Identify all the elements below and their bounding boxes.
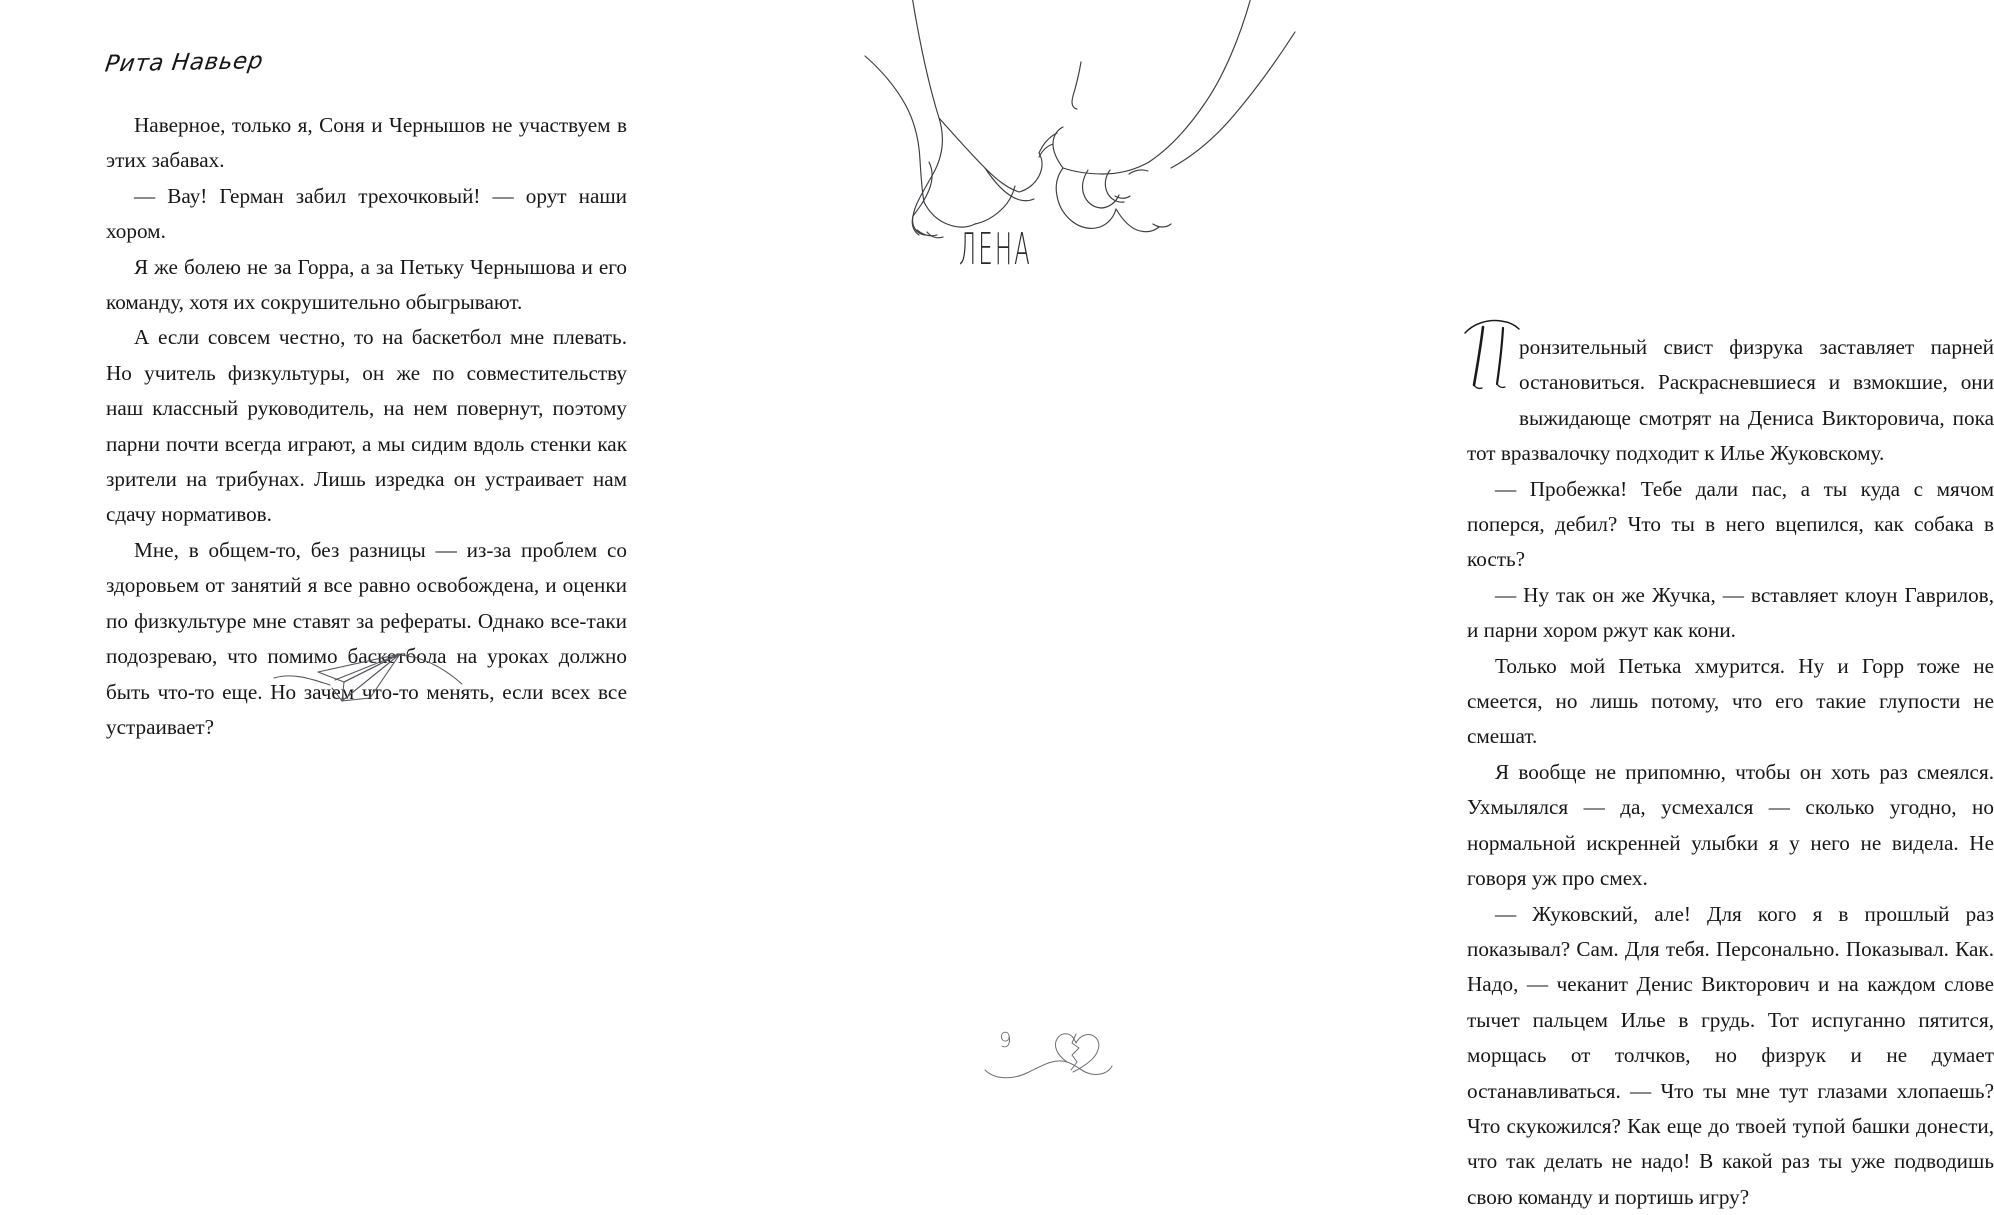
right-page	[697, 0, 1394, 1125]
paragraph: Я вообще не припомню, чтобы он хоть раз смеялся. Ухмылялся — да, усмехался — сколько угодно, но нормальной искренней улыбки я у него не видела. Не говоря уж про смех.	[1467, 755, 1994, 897]
paragraph: Наверное, только я, Соня и Чернышов не участвуем в этих забавах.	[106, 108, 627, 179]
paragraph: — Пробежка! Тебе дали пас, а ты куда с мячом поперся, дебил? Что ты в него вцепился, как собака в кость?	[1467, 472, 1994, 578]
paragraph: А если совсем честно, то на баскетбол мне плевать. Но учитель физкультуры, он же по совместительству наш классный руководитель, на нем повернут, поэтому парни почти всегда играют, а мы сидим вдоль стенки как зрители на трибунах. Лишь изредка он устраивает нам сдачу нормативов.	[106, 320, 627, 532]
drop-cap-paragraph-text: ронзительный свист физрука заставляет парней остановиться. Раскрасневшиеся и взмокшие, они выжидающе смотрят на Дениса Викторовича, пока тот вразвалочку подходит к Илье Жуковскому.	[1467, 335, 1994, 465]
paragraph: — Вау! Герман забил трехочковый! — орут наши хором.	[106, 179, 627, 250]
paragraph: — Жуковский, але! Для кого я в прошлый раз показывал? Сам. Для тебя. Персонально. Показывал. Как. Надо, — чеканит Денис Викторович и на каждом слове тычет пальцем Илье в грудь. Тот испуганно пятится, морщась от толчков, но физрук и не думает останавливаться. — Что ты мне тут глазами хлопаешь? Что скукожился? Как еще до твоей тупой башки донести, что так делать не надо! В какой раз ты уже подводишь свою команду и портишь игру?	[1467, 897, 1994, 1215]
running-head: Рита Навьер	[103, 41, 628, 78]
right-page-body	[1467, 330, 1994, 1215]
linked-pinky-hands-illustration-icon	[867, 0, 1297, 294]
paragraph: Только мой Петька хмурится. Ну и Горр тоже не смеется, но лишь потому, что его такие глупости не смешат.	[1467, 649, 1994, 755]
page-number: 9	[999, 1028, 1012, 1052]
folio	[983, 1022, 1113, 1088]
paper-airplane-ornament-icon	[272, 628, 482, 712]
drop-cap-spacer	[1467, 330, 1519, 401]
paragraph: Я же болею не за Горра, а за Петьку Чернышова и его команду, хотя их сокрушительно обыгрывают.	[106, 250, 627, 321]
left-page	[0, 0, 697, 1125]
paragraph: — Ну так он же Жучка, — вставляет клоун Гаврилов, и парни хором ржут как кони.	[1467, 578, 1994, 649]
drop-cap-paragraph	[1467, 330, 1994, 472]
chapter-title: ЛЕНА	[959, 228, 1063, 272]
paragraph: Мне, в общем-то, без разницы — из-за проблем со здоровьем от занятий я все равно освобождена, и оценки по физкультуре мне ставят за рефераты. Однако все-таки подозреваю, что помимо баскетбола на уроках должно быть что-то еще. Но зачем что-то менять, если всех все устраивает?	[106, 533, 627, 745]
